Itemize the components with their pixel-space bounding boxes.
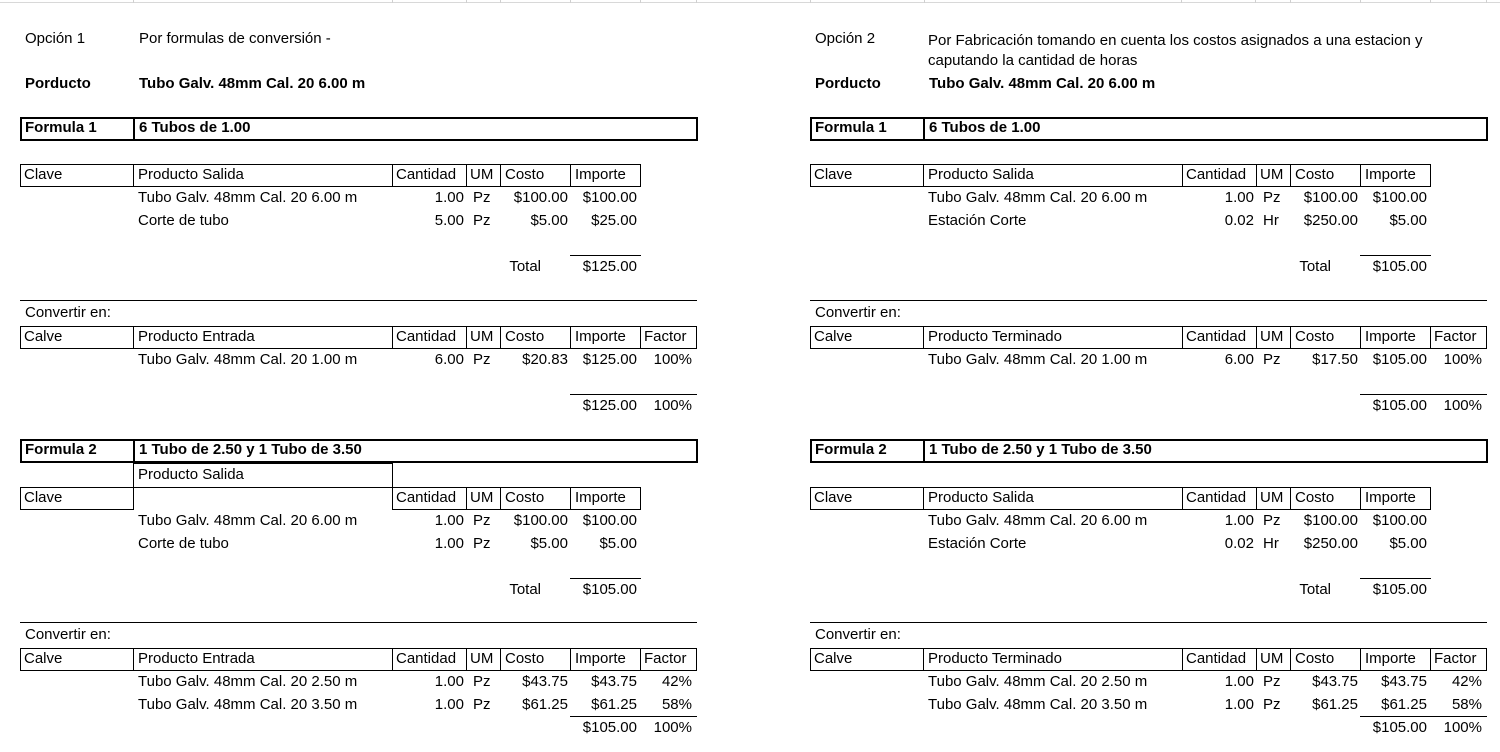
cell-border: [1290, 326, 1291, 349]
cell-border: [20, 509, 134, 510]
right-f1-title-box: [810, 117, 1488, 141]
left-f2-conv-cantidad-header[interactable]: Cantidad: [396, 650, 457, 667]
cell-border: [1360, 487, 1361, 510]
right-f2-importe-header[interactable]: Importe: [1365, 489, 1416, 506]
left-f1-calve-header[interactable]: Calve: [24, 328, 63, 345]
left-f2-total-value[interactable]: $105.00: [582, 581, 637, 598]
right-f1-costo-header[interactable]: Costo: [1295, 166, 1335, 183]
left-f2-row-product[interactable]: Corte de tubo: [138, 535, 229, 552]
cell-border: [1290, 164, 1291, 187]
cell-border: [570, 716, 697, 717]
left-f1-conv-importe-header[interactable]: Importe: [575, 328, 626, 345]
cell-border: [923, 326, 924, 349]
grid-tick: [924, 0, 925, 3]
right-f2-conv-total-factor[interactable]: 100%: [1443, 719, 1482, 736]
cell-border: [810, 487, 1431, 488]
right-f1-conv-total-value[interactable]: $105.00: [1372, 397, 1427, 414]
right-f2-conv-row-product[interactable]: Tubo Galv. 48mm Cal. 20 2.50 m: [928, 673, 1148, 690]
left-product-name[interactable]: Tubo Galv. 48mm Cal. 20 6.00 m: [139, 75, 366, 92]
cell-border: [640, 326, 641, 349]
left-f2-salida-header[interactable]: Producto Salida: [138, 466, 244, 483]
right-f2-row-um[interactable]: Hr: [1263, 535, 1279, 552]
grid-tick: [696, 0, 697, 3]
cell-border: [810, 648, 811, 671]
right-f1-conv-factor-header[interactable]: Factor: [1434, 328, 1477, 345]
right-f1-row-um[interactable]: Hr: [1263, 212, 1279, 229]
right-f2-conv-row-qty[interactable]: 1.00: [1224, 696, 1254, 713]
left-f1-total-value[interactable]: $125.00: [582, 258, 637, 275]
right-f2-conv-product-header[interactable]: Producto Terminado: [928, 650, 1062, 667]
right-f1-cantidad-header[interactable]: Cantidad: [1186, 166, 1247, 183]
cell-border: [1256, 164, 1257, 187]
right-f2-row-amount[interactable]: $100.00: [1372, 512, 1427, 529]
left-f1-costo-header[interactable]: Costo: [505, 166, 545, 183]
right-f2-costo-header[interactable]: Costo: [1295, 489, 1335, 506]
cell-border: [392, 648, 393, 671]
right-f1-row-amount[interactable]: $5.00: [1389, 212, 1427, 229]
cell-border: [570, 648, 571, 671]
left-f1-cantidad-header[interactable]: Cantidad: [396, 166, 457, 183]
left-f1-conv-row-factor[interactable]: 100%: [653, 351, 692, 368]
right-f1-row-qty[interactable]: 0.02: [1224, 212, 1254, 229]
right-f1-conv-importe-header[interactable]: Importe: [1365, 328, 1416, 345]
left-f2-importe-header[interactable]: Importe: [575, 489, 626, 506]
left-f2-row-amount[interactable]: $5.00: [599, 535, 637, 552]
cell-border: [570, 326, 571, 349]
cell-border: [20, 300, 697, 301]
cell-border: [570, 394, 697, 395]
right-f2-conv-row-factor[interactable]: 58%: [1451, 696, 1482, 713]
left-f1-product-header[interactable]: Producto Salida: [138, 166, 244, 183]
cell-border: [1360, 648, 1361, 671]
left-f2-title[interactable]: 1 Tubo de 2.50 y 1 Tubo de 3.50: [139, 441, 362, 458]
left-f1-conv-row-um[interactable]: Pz: [473, 351, 491, 368]
left-f2-conv-factor-header[interactable]: Factor: [644, 650, 687, 667]
cell-border: [640, 164, 641, 187]
right-f1-um-header[interactable]: UM: [1260, 166, 1284, 183]
cell-border: [500, 326, 501, 349]
cell-border: [1182, 648, 1183, 671]
right-f1-conv-total-factor[interactable]: 100%: [1443, 397, 1482, 414]
right-product-label[interactable]: Porducto: [815, 75, 881, 92]
cell-border: [810, 670, 1487, 671]
right-f2-row-cost[interactable]: $250.00: [1303, 535, 1358, 552]
cell-border: [133, 648, 134, 671]
left-f1-um-header[interactable]: UM: [470, 166, 494, 183]
right-f2-row-product[interactable]: Estación Corte: [928, 535, 1027, 552]
cell-border: [696, 648, 697, 671]
left-f1-row-product[interactable]: Corte de tubo: [138, 212, 229, 229]
left-option-label[interactable]: Opción 1: [25, 30, 86, 47]
left-f1-conv-row-amount[interactable]: $125.00: [582, 351, 637, 368]
cell-border: [1256, 326, 1257, 349]
left-f2-row-product[interactable]: Tubo Galv. 48mm Cal. 20 6.00 m: [138, 512, 358, 529]
right-f1-row-cost[interactable]: $100.00: [1303, 189, 1358, 206]
cell-border: [810, 186, 1431, 187]
cell-border: [1430, 487, 1431, 510]
grid-tick: [1430, 0, 1431, 3]
left-f2-convertir-label[interactable]: Convertir en:: [25, 626, 111, 643]
right-f1-row-qty[interactable]: 1.00: [1224, 189, 1254, 206]
cell-border: [20, 326, 21, 349]
left-f1-conv-row-cost[interactable]: $20.83: [522, 351, 568, 368]
left-f2-row-cost[interactable]: $100.00: [513, 512, 568, 529]
left-f2-row-qty[interactable]: 1.00: [434, 535, 464, 552]
left-f1-conv-cantidad-header[interactable]: Cantidad: [396, 328, 457, 345]
cell-border: [20, 164, 21, 187]
right-f1-conv-row-factor[interactable]: 100%: [1443, 351, 1482, 368]
right-f1-total-value[interactable]: $105.00: [1372, 258, 1427, 275]
cell-border: [923, 487, 924, 510]
cell-border: [392, 326, 393, 349]
left-f1-row-um[interactable]: Pz: [473, 189, 491, 206]
left-product-label[interactable]: Porducto: [25, 75, 91, 92]
left-f2-conv-row-amount[interactable]: $43.75: [591, 673, 637, 690]
cell-border: [810, 300, 1487, 301]
left-f2-conv-um-header[interactable]: UM: [470, 650, 494, 667]
right-f2-row-amount[interactable]: $5.00: [1389, 535, 1427, 552]
right-f1-title[interactable]: 6 Tubos de 1.00: [929, 119, 1041, 136]
cell-border: [810, 164, 1431, 165]
cell-border: [1290, 648, 1291, 671]
cell-border: [20, 622, 697, 623]
cell-border: [570, 164, 571, 187]
cell-border: [810, 622, 1487, 623]
left-f2-conv-costo-header[interactable]: Costo: [505, 650, 545, 667]
right-f2-convertir-label[interactable]: Convertir en:: [815, 626, 901, 643]
right-f2-conv-row-amount[interactable]: $61.25: [1381, 696, 1427, 713]
left-f2-conv-total-factor[interactable]: 100%: [653, 719, 692, 736]
right-f1-importe-header[interactable]: Importe: [1365, 166, 1416, 183]
right-f2-row-cost[interactable]: $100.00: [1303, 512, 1358, 529]
left-f2-conv-row-product[interactable]: Tubo Galv. 48mm Cal. 20 2.50 m: [138, 673, 358, 690]
right-f2-conv-cantidad-header[interactable]: Cantidad: [1186, 650, 1247, 667]
cell-border: [570, 487, 571, 510]
grid-tick: [570, 0, 571, 3]
cell-border: [1182, 326, 1183, 349]
cell-border: [810, 487, 811, 510]
cell-border: [20, 348, 697, 349]
right-f1-conv-row-cost[interactable]: $17.50: [1312, 351, 1358, 368]
left-f1-clave-header[interactable]: Clave: [24, 166, 63, 183]
left-f2-conv-row-um[interactable]: Pz: [473, 673, 491, 690]
cell-border: [810, 509, 1431, 510]
cell-border: [1430, 648, 1431, 671]
right-f1-product-header[interactable]: Producto Salida: [928, 166, 1034, 183]
cell-border: [20, 670, 697, 671]
left-f2-conv-row-product[interactable]: Tubo Galv. 48mm Cal. 20 3.50 m: [138, 696, 358, 713]
grid-tick: [1255, 0, 1256, 3]
cell-border: [1360, 394, 1487, 395]
right-f1-clave-header[interactable]: Clave: [814, 166, 853, 183]
left-f2-conv-row-factor[interactable]: 42%: [661, 673, 692, 690]
cell-border: [20, 186, 641, 187]
left-f1-row-cost[interactable]: $5.00: [530, 212, 568, 229]
left-f2-row-qty[interactable]: 1.00: [434, 512, 464, 529]
right-f1-row-cost[interactable]: $250.00: [1303, 212, 1358, 229]
right-f2-conv-row-cost[interactable]: $43.75: [1312, 673, 1358, 690]
right-f2-row-qty[interactable]: 1.00: [1224, 512, 1254, 529]
right-f2-total-value[interactable]: $105.00: [1372, 581, 1427, 598]
right-f1-calve-header[interactable]: Calve: [814, 328, 853, 345]
right-f2-clave-header[interactable]: Clave: [814, 489, 853, 506]
cell-border: [392, 463, 393, 487]
right-f1-conv-product-header[interactable]: Producto Terminado: [928, 328, 1062, 345]
left-f2-conv-row-cost[interactable]: $61.25: [522, 696, 568, 713]
left-f1-conv-um-header[interactable]: UM: [470, 328, 494, 345]
cell-border: [1360, 578, 1431, 579]
left-f2-conv-row-cost[interactable]: $43.75: [522, 673, 568, 690]
left-option-description[interactable]: Por formulas de conversión -: [139, 30, 331, 47]
left-f1-title[interactable]: 6 Tubos de 1.00: [139, 119, 251, 136]
right-f1-conv-cantidad-header[interactable]: Cantidad: [1186, 328, 1247, 345]
cell-border: [500, 648, 501, 671]
cell-border: [810, 348, 1487, 349]
left-f2-conv-product-header[interactable]: Producto Entrada: [138, 650, 255, 667]
cell-border: [392, 164, 393, 187]
right-f1-conv-costo-header[interactable]: Costo: [1295, 328, 1335, 345]
right-f2-conv-row-um[interactable]: Pz: [1263, 696, 1281, 713]
cell-border: [923, 164, 924, 187]
right-option-description-line2[interactable]: caputando la cantidad de horas: [928, 52, 1138, 69]
cell-border: [1182, 164, 1183, 187]
left-f2-row-amount[interactable]: $100.00: [582, 512, 637, 529]
cell-border: [1486, 648, 1487, 671]
right-f2-conv-row-product[interactable]: Tubo Galv. 48mm Cal. 20 3.50 m: [928, 696, 1148, 713]
left-f2-um-header[interactable]: UM: [470, 489, 494, 506]
right-f2-product-header[interactable]: Producto Salida: [928, 489, 1034, 506]
cell-border: [696, 326, 697, 349]
left-f1-row-cost[interactable]: $100.00: [513, 189, 568, 206]
cell-border: [392, 509, 641, 510]
left-f1-conv-product-header[interactable]: Producto Entrada: [138, 328, 255, 345]
grid-tick: [1360, 0, 1361, 3]
left-f2-calve-header[interactable]: Calve: [24, 650, 63, 667]
cell-border: [392, 487, 393, 510]
right-f2-row-um[interactable]: Pz: [1263, 512, 1281, 529]
left-f1-label[interactable]: Formula 1: [25, 119, 97, 136]
cell-border: [1256, 648, 1257, 671]
right-f2-conv-row-um[interactable]: Pz: [1263, 673, 1281, 690]
right-f2-conv-costo-header[interactable]: Costo: [1295, 650, 1335, 667]
left-f1-conv-factor-header[interactable]: Factor: [644, 328, 687, 345]
left-f2-conv-row-factor[interactable]: 58%: [661, 696, 692, 713]
left-f2-conv-row-um[interactable]: Pz: [473, 696, 491, 713]
grid-tick: [1290, 0, 1291, 3]
right-f1-total-label[interactable]: Total: [1299, 258, 1331, 275]
right-option-description-line1[interactable]: Por Fabricación tomando en cuenta los costos asignados a una estacion y: [928, 32, 1423, 49]
cell-border: [133, 463, 393, 464]
left-f1-conv-total-value[interactable]: $125.00: [582, 397, 637, 414]
grid-tick: [466, 0, 467, 3]
cell-border: [466, 164, 467, 187]
right-f2-conv-row-amount[interactable]: $43.75: [1381, 673, 1427, 690]
right-f2-conv-factor-header[interactable]: Factor: [1434, 650, 1477, 667]
cell-border: [570, 578, 641, 579]
right-f2-title[interactable]: 1 Tubo de 2.50 y 1 Tubo de 3.50: [929, 441, 1152, 458]
cell-border: [1182, 487, 1183, 510]
right-f2-conv-um-header[interactable]: UM: [1260, 650, 1284, 667]
cell-border: [923, 648, 924, 671]
cell-border: [133, 439, 135, 463]
cell-border: [500, 487, 501, 510]
cell-border: [640, 487, 641, 510]
left-f1-conv-costo-header[interactable]: Costo: [505, 328, 545, 345]
left-f1-row-qty[interactable]: 1.00: [434, 189, 464, 206]
cell-border: [1486, 326, 1487, 349]
right-f2-cantidad-header[interactable]: Cantidad: [1186, 489, 1247, 506]
right-f1-label[interactable]: Formula 1: [815, 119, 887, 136]
left-f1-conv-row-product[interactable]: Tubo Galv. 48mm Cal. 20 1.00 m: [138, 351, 358, 368]
left-f1-conv-row-qty[interactable]: 6.00: [434, 351, 464, 368]
grid-tick: [500, 0, 501, 3]
cell-border: [570, 255, 641, 256]
right-f2-row-qty[interactable]: 0.02: [1224, 535, 1254, 552]
right-f1-conv-row-amount[interactable]: $105.00: [1372, 351, 1427, 368]
cell-border: [466, 326, 467, 349]
left-f2-costo-header[interactable]: Costo: [505, 489, 545, 506]
left-f1-importe-header[interactable]: Importe: [575, 166, 626, 183]
cell-border: [466, 648, 467, 671]
left-f1-total-label[interactable]: Total: [509, 258, 541, 275]
left-f1-convertir-label[interactable]: Convertir en:: [25, 304, 111, 321]
right-f1-conv-row-qty[interactable]: 6.00: [1224, 351, 1254, 368]
cell-border: [500, 164, 501, 187]
left-f1-row-qty[interactable]: 5.00: [434, 212, 464, 229]
left-f1-row-amount[interactable]: $100.00: [582, 189, 637, 206]
left-f1-conv-total-factor[interactable]: 100%: [653, 397, 692, 414]
cell-border: [133, 117, 135, 141]
right-f2-row-product[interactable]: Tubo Galv. 48mm Cal. 20 6.00 m: [928, 512, 1148, 529]
cell-border: [20, 487, 21, 510]
right-f2-conv-total-value[interactable]: $105.00: [1372, 719, 1427, 736]
right-f2-conv-row-qty[interactable]: 1.00: [1224, 673, 1254, 690]
left-f2-conv-row-qty[interactable]: 1.00: [434, 673, 464, 690]
left-f2-row-um[interactable]: Pz: [473, 535, 491, 552]
cell-border: [923, 439, 925, 463]
cell-border: [1360, 716, 1487, 717]
grid-tick: [1486, 0, 1487, 3]
cell-border: [1290, 487, 1291, 510]
left-f2-clave-header[interactable]: Clave: [24, 489, 63, 506]
left-f1-row-um[interactable]: Pz: [473, 212, 491, 229]
left-f2-conv-importe-header[interactable]: Importe: [575, 650, 626, 667]
cell-border: [1360, 326, 1361, 349]
right-f1-row-product[interactable]: Tubo Galv. 48mm Cal. 20 6.00 m: [928, 189, 1148, 206]
grid-tick: [810, 0, 811, 3]
cell-border: [1430, 164, 1431, 187]
left-f1-row-amount[interactable]: $25.00: [591, 212, 637, 229]
cell-border: [923, 117, 925, 141]
cell-border: [20, 487, 641, 488]
cell-border: [640, 648, 641, 671]
cell-border: [20, 164, 641, 165]
grid-tick: [1181, 0, 1182, 3]
cell-border: [1430, 326, 1431, 349]
right-f1-row-amount[interactable]: $100.00: [1372, 189, 1427, 206]
right-f2-conv-row-factor[interactable]: 42%: [1451, 673, 1482, 690]
right-f2-conv-importe-header[interactable]: Importe: [1365, 650, 1416, 667]
right-f1-conv-row-product[interactable]: Tubo Galv. 48mm Cal. 20 1.00 m: [928, 351, 1148, 368]
left-f2-label[interactable]: Formula 2: [25, 441, 97, 458]
left-f2-total-label[interactable]: Total: [509, 581, 541, 598]
sheet-grid-top: [0, 0, 1500, 3]
right-f1-conv-um-header[interactable]: UM: [1260, 328, 1284, 345]
grid-tick: [640, 0, 641, 3]
cell-border: [1360, 164, 1361, 187]
left-f2-conv-row-amount[interactable]: $61.25: [591, 696, 637, 713]
grid-tick: [133, 0, 134, 3]
right-f1-conv-row-um[interactable]: Pz: [1263, 351, 1281, 368]
left-f2-cantidad-header[interactable]: Cantidad: [396, 489, 457, 506]
right-f2-label[interactable]: Formula 2: [815, 441, 887, 458]
cell-border: [133, 326, 134, 349]
cell-border: [1360, 255, 1431, 256]
cell-border: [810, 326, 811, 349]
right-f2-conv-row-cost[interactable]: $61.25: [1312, 696, 1358, 713]
right-f2-um-header[interactable]: UM: [1260, 489, 1284, 506]
right-f2-calve-header[interactable]: Calve: [814, 650, 853, 667]
right-f1-row-product[interactable]: Estación Corte: [928, 212, 1027, 229]
cell-border: [1256, 487, 1257, 510]
right-option-label[interactable]: Opción 2: [815, 30, 876, 47]
left-f1-title-box: [20, 117, 698, 141]
left-f2-row-um[interactable]: Pz: [473, 512, 491, 529]
right-f1-row-um[interactable]: Pz: [1263, 189, 1281, 206]
grid-tick: [392, 0, 393, 3]
right-product-name[interactable]: Tubo Galv. 48mm Cal. 20 6.00 m: [929, 75, 1156, 92]
left-f2-conv-row-qty[interactable]: 1.00: [434, 696, 464, 713]
right-f2-total-label[interactable]: Total: [1299, 581, 1331, 598]
cell-border: [133, 164, 134, 187]
left-f2-row-cost[interactable]: $5.00: [530, 535, 568, 552]
cell-border: [466, 487, 467, 510]
left-f1-row-product[interactable]: Tubo Galv. 48mm Cal. 20 6.00 m: [138, 189, 358, 206]
right-f1-convertir-label[interactable]: Convertir en:: [815, 304, 901, 321]
cell-border: [20, 648, 21, 671]
left-f2-conv-total-value[interactable]: $105.00: [582, 719, 637, 736]
cell-border: [810, 164, 811, 187]
